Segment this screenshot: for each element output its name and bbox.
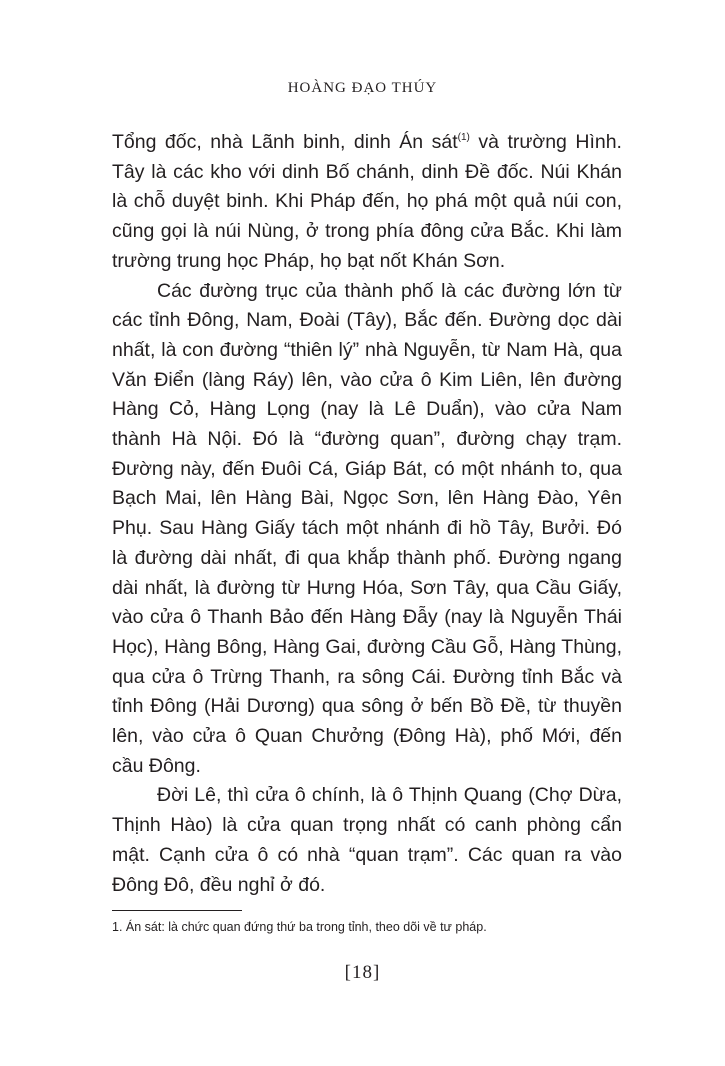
- footnote-reference: (1): [457, 132, 470, 143]
- running-header: HOÀNG ĐẠO THÚY: [287, 80, 438, 96]
- footnote-divider: [112, 910, 242, 911]
- paragraph-1: [112, 128, 622, 277]
- footnote: 1. Án sát: là chức quan đứng thứ ba trong tỉnh, theo dõi về tư pháp.: [112, 920, 487, 934]
- body-text: [112, 128, 622, 900]
- page-number: [18]: [344, 962, 381, 983]
- paragraph-2: Các đường trục của thành phố là các đường lớn từ các tỉnh Đông, Nam, Đoài (Tây), Bắc đến. Đường dọc dài nhất, là con đường “thiên lý” nhà Nguyễn, từ Nam Hà, qua Văn Điển (làng Ráy) lên, vào cửa ô Kim Liên, lên đường Hàng Cỏ, Hàng Lọng (nay là Lê Duẩn), vào cửa Nam thành Hà Nội. Đó là “đường quan”, đường chạy trạm. Đường này, đến Đuôi Cá, Giáp Bát, có một nhánh to, qua Bạch Mai, lên Hàng Bài, Ngọc Sơn, lên Hàng Đào, Yên Phụ. Sau Hàng Giấy tách một nhánh đi hồ Tây, Bưởi. Đó là đường dài nhất, đi qua khắp thành phố. Đường ngang dài nhất, là đường từ Hưng Hóa, Sơn Tây, qua Cầu Giấy, vào cửa ô Thanh Bảo đến Hàng Đẫy (nay là Nguyễn Thái Học), Hàng Bông, Hàng Gai, đường Cầu Gỗ, Hàng Thùng, qua cửa ô Trừng Thanh, ra sông Cái. Đường tỉnh Bắc và tỉnh Đông (Hải Dương) qua sông ở bến Bồ Đề, từ thuyền lên, vào cửa ô Quan Chưởng (Đông Hà), phố Mới, đến cầu Đông.: [112, 279, 622, 777]
- paragraph-1-end: và trường Hình. Tây là các kho với dinh Bố chánh, dinh Đề đốc. Núi Khán là chỗ duyệt binh. Khi Pháp đến, họ phá một quả núi con, cũng gọi là núi Nùng, ở trong phía đông cửa Bắc. Khi làm trường trung học Pháp, họ bạt nốt Khán Sơn.: [112, 131, 622, 272]
- paragraph-3: Đời Lê, thì cửa ô chính, là ô Thịnh Quang (Chợ Dừa, Thịnh Hào) là cửa quan trọng nhất có canh phòng cẩn mật. Cạnh cửa ô có nhà “quan trạm”. Các quan ra vào Đông Đô, đều nghỉ ở đó.: [112, 784, 622, 896]
- paragraph-1-start: Tổng đốc, nhà Lãnh binh, dinh Án sát: [112, 131, 458, 153]
